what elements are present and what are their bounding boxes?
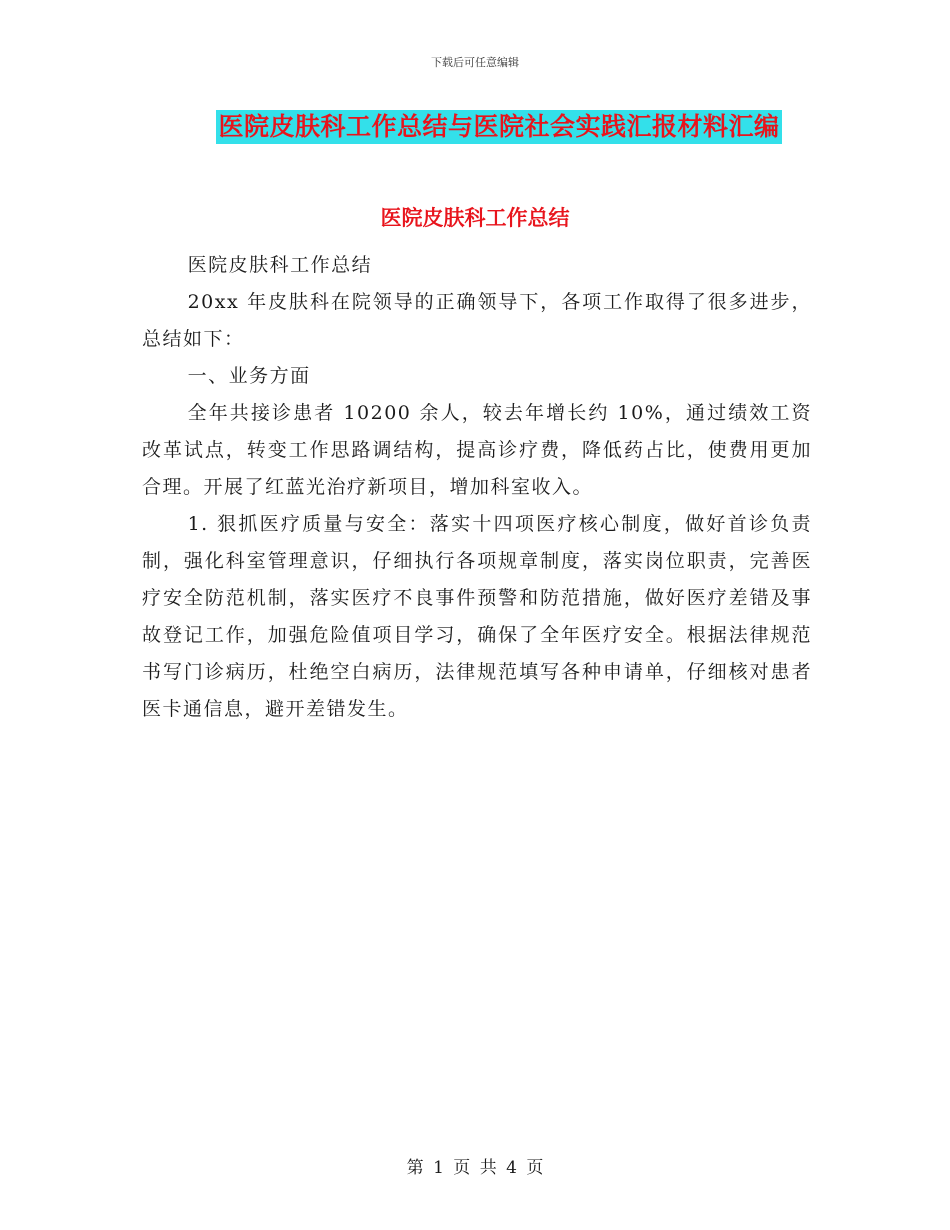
paragraph-quality-safety: 1. 狠抓医疗质量与安全：落实十四项医疗核心制度，做好首诊负责制，强化科室管理意识，仔细执行各项规章制度，落实岗位职责，完善医疗安全防范机制，落实医疗不良事件预警和防范措施，做好医疗差错及事故登记工作，加强危险值项目学习，确保了全年医疗安全。根据法律规范书写门诊病历，杜绝空白病历，法律规范填写各种申请单，仔细核对患者医卡通信息，避开差错发生。 (142, 513, 812, 720)
page-number-footer: 第 1 页 共 4 页 (406, 1158, 544, 1178)
paragraph-intro: 20xx 年皮肤科在院领导的正确领导下，各项工作取得了很多进步，总结如下： (142, 291, 812, 350)
section-title: 医院皮肤科工作总结 (380, 206, 570, 230)
page-header-note: 下载后可任意编辑 (431, 56, 519, 69)
paragraph-patient-stats: 全年共接诊患者 10200 余人，较去年增长约 10%，通过绩效工资改革试点，转变工作思路调结构，提高诊疗费，降低药占比，使费用更加合理。开展了红蓝光治疗新项目，增加科室收入。 (142, 402, 812, 498)
paragraph-subtitle: 医院皮肤科工作总结 (187, 254, 373, 276)
document-body (142, 247, 812, 728)
main-title-container (0, 110, 950, 144)
paragraph-heading-business: 一、业务方面 (187, 365, 311, 387)
main-title: 医院皮肤科工作总结与医院社会实践汇报材料汇编 (216, 110, 781, 144)
